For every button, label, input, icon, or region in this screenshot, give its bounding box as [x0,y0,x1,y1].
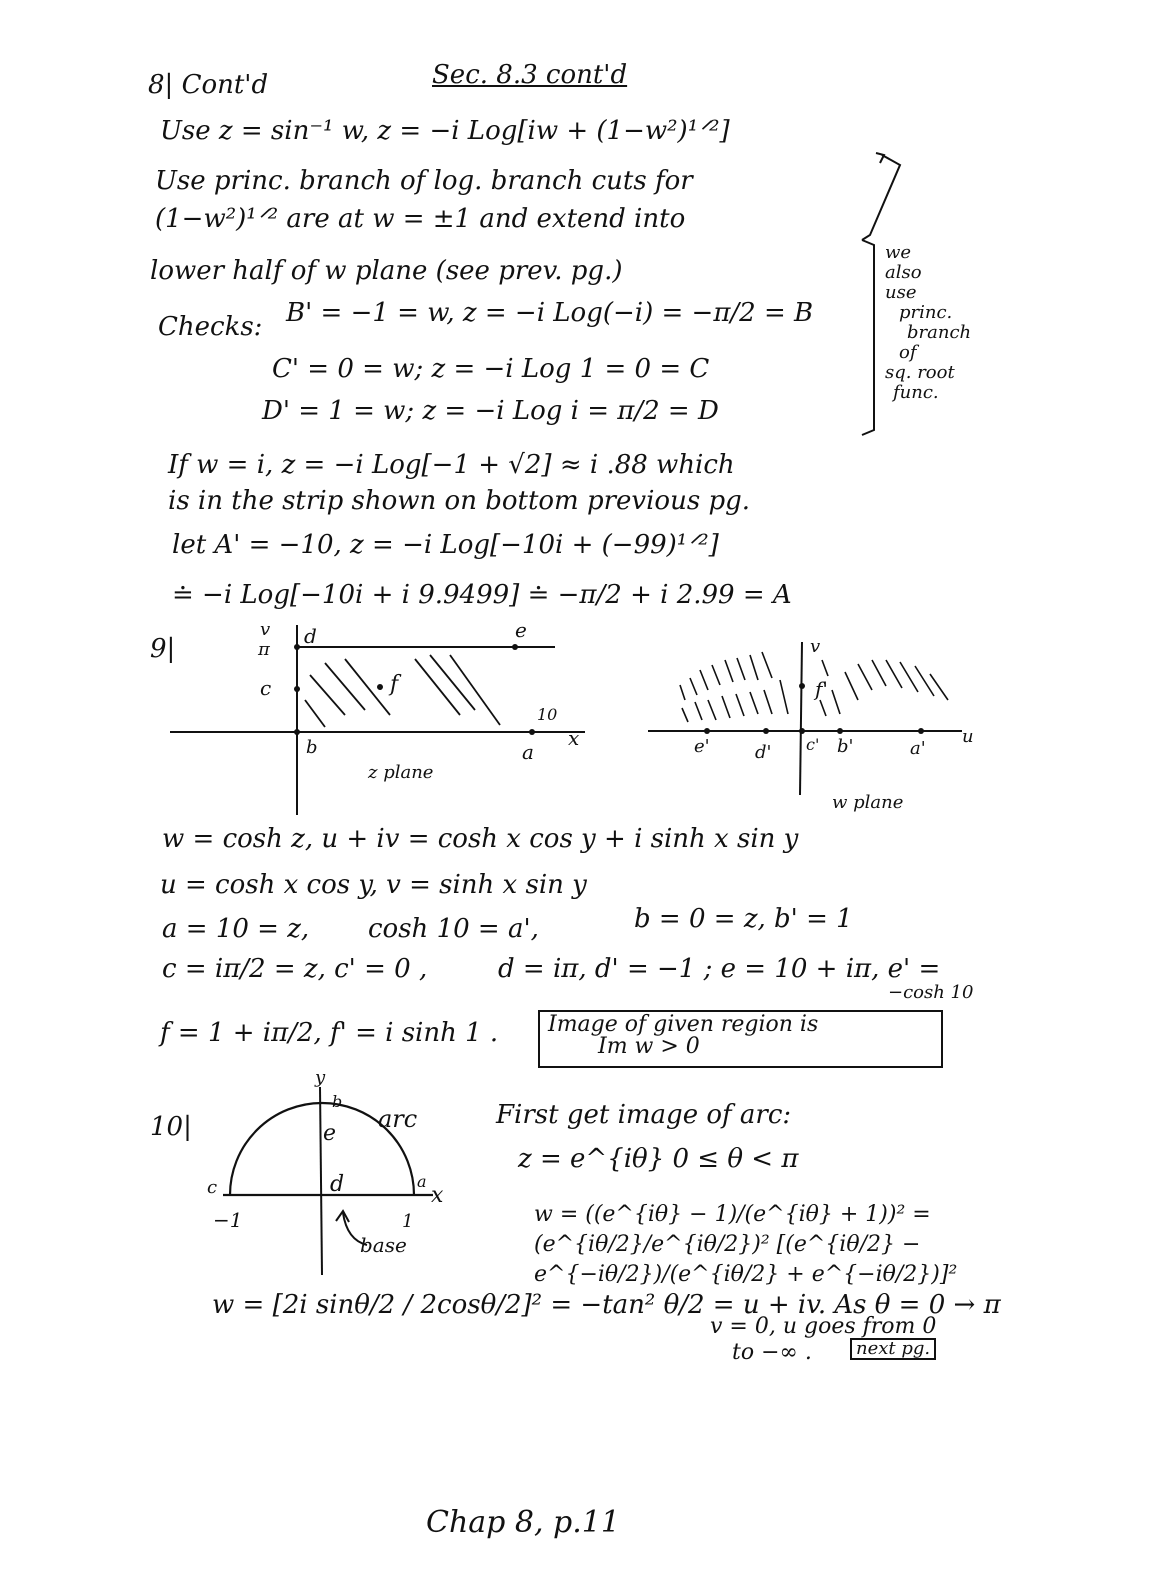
p10-text-4: w = [2i sinθ/2 / 2cosθ/2]² = −tan² θ/2 = u + iv. As θ = 0 → π [212,1290,1001,1320]
w-plane-u-label: u [962,726,974,747]
w-plane-caption: w plane [832,792,904,813]
semi-base-label: base [360,1233,407,1257]
side-note-line: use [885,282,917,303]
w-plane-b-label: b' [837,736,854,757]
w-plane-c-label: c' [806,735,820,754]
z-plane-pi-label: π [258,639,270,660]
answer-box-line-2: Im w > 0 [598,1034,700,1059]
p9-line-4a: c = iπ/2 = z, c' = 0 , [162,954,428,984]
semi-arc-label: arc [378,1105,418,1133]
p9-line-3b: cosh 10 = a', [368,914,539,944]
p9-line-5a: f = 1 + iπ/2, f' = i sinh 1 . [160,1018,499,1048]
z-plane-c-label: c [260,676,272,700]
next-page-box: next pg. [850,1338,936,1360]
w-plane-a-label: a' [910,738,926,759]
z-plane-figure [160,615,600,825]
w-plane-v-label: v [810,636,821,657]
w-plane-f-label: f' [815,677,828,701]
side-note-line: also [885,262,922,283]
z-plane-v-label: v [260,619,271,640]
check-3: D' = 1 = w; z = −i Log i = π/2 = D [262,396,719,426]
p10-text-2: z = e^{iθ} 0 ≤ θ < π [518,1144,799,1174]
semi-e-label: e [323,1121,337,1146]
z-plane-a-label: a [522,740,534,764]
side-note-line: we [885,242,912,263]
answer-box [538,1010,943,1068]
p10-text-1: First get image of arc: [496,1100,792,1130]
p10-text-6: to −∞ . [732,1340,812,1365]
side-note-line: branch [907,322,972,343]
p10-text-3: w = ((e^{iθ} − 1)/(e^{iθ} + 1))² = (e^{iθ/2}/e^{iθ/2})² [(e^{iθ/2} − e^{−iθ/2})/(e^{iθ/2} + e^{−iθ/2})]² [534,1202,958,1287]
p8-line-8: ≐ −i Log[−10i + i 9.9499] ≐ −π/2 + i 2.99 = A [172,580,792,610]
z-plane-x-label: x [568,726,580,750]
p10-text-5: v = 0, u goes from 0 [710,1314,937,1339]
semi-neg1-label: −1 [213,1208,243,1232]
side-note-line: of [899,342,917,363]
side-note-line: func. [893,382,939,403]
z-plane-e-label: e [515,618,527,642]
p9-line-1: w = cosh z, u + iv = cosh x cos y + i sinh x sin y [162,824,799,854]
p9-line-4b: d = iπ, d' = −1 ; e = 10 + iπ, e' = [498,954,941,984]
checks-label: Checks: [158,312,263,342]
semi-d-label: d [330,1172,345,1197]
z-plane-b-label: b [306,737,318,758]
z-plane-d-label: d [304,624,317,648]
p9-line-4c: −cosh 10 [888,982,974,1003]
p8-line-2: Use princ. branch of log. branch cuts for [155,166,693,196]
semi-b-label: b [332,1092,343,1111]
p9-line-2: u = cosh x cos y, v = sinh x sin y [160,870,587,900]
side-note-line: princ. [899,302,953,323]
semi-y-label: y [315,1067,326,1088]
problem-8-label: 8| Cont'd [148,70,269,100]
check-1: B' = −1 = w, z = −i Log(−i) = −π/2 = B [286,298,814,328]
p9-line-3c: b = 0 = z, b' = 1 [634,904,853,934]
p8-side-note [885,244,975,402]
section-title: Sec. 8.3 cont'd [432,60,628,90]
answer-box-line-1: Image of given region is [548,1012,819,1037]
z-plane-caption: z plane [368,762,434,783]
semi-1-label: 1 [402,1211,414,1232]
problem-10-label: 10| [150,1112,192,1142]
check-2: C' = 0 = w; z = −i Log 1 = 0 = C [272,354,710,384]
p8-line-4: lower half of w plane (see prev. pg.) [150,256,623,286]
page-footer: Chap 8, p.11 [426,1505,620,1540]
w-plane-e-label: e' [694,736,710,757]
p9-line-3a: a = 10 = z, [162,914,310,944]
side-note-line: sq. root [885,362,955,383]
p8-line-5: If w = i, z = −i Log[−1 + √2] ≈ i .88 which [168,450,735,480]
p8-line-1: Use z = sin⁻¹ w, z = −i Log[iw + (1−w²)¹ᐟ²] [160,116,730,146]
semi-x-label: x [431,1183,444,1208]
problem-9-label: 9| [150,634,176,664]
p8-line-3: (1−w²)¹ᐟ² are at w = ±1 and extend into [155,204,686,234]
semi-c-label: c [207,1177,218,1198]
p8-line-7: let A' = −10, z = −i Log[−10i + (−99)¹ᐟ²] [172,530,719,560]
semi-a-label: a [417,1172,427,1191]
w-plane-d-label: d' [755,742,772,763]
z-plane-10-label: 10 [537,705,558,724]
z-plane-f-label: f [390,672,399,697]
p8-line-6: is in the strip shown on bottom previous pg. [168,486,750,516]
w-plane-figure [640,630,980,820]
semicircle-figure [195,1065,465,1280]
